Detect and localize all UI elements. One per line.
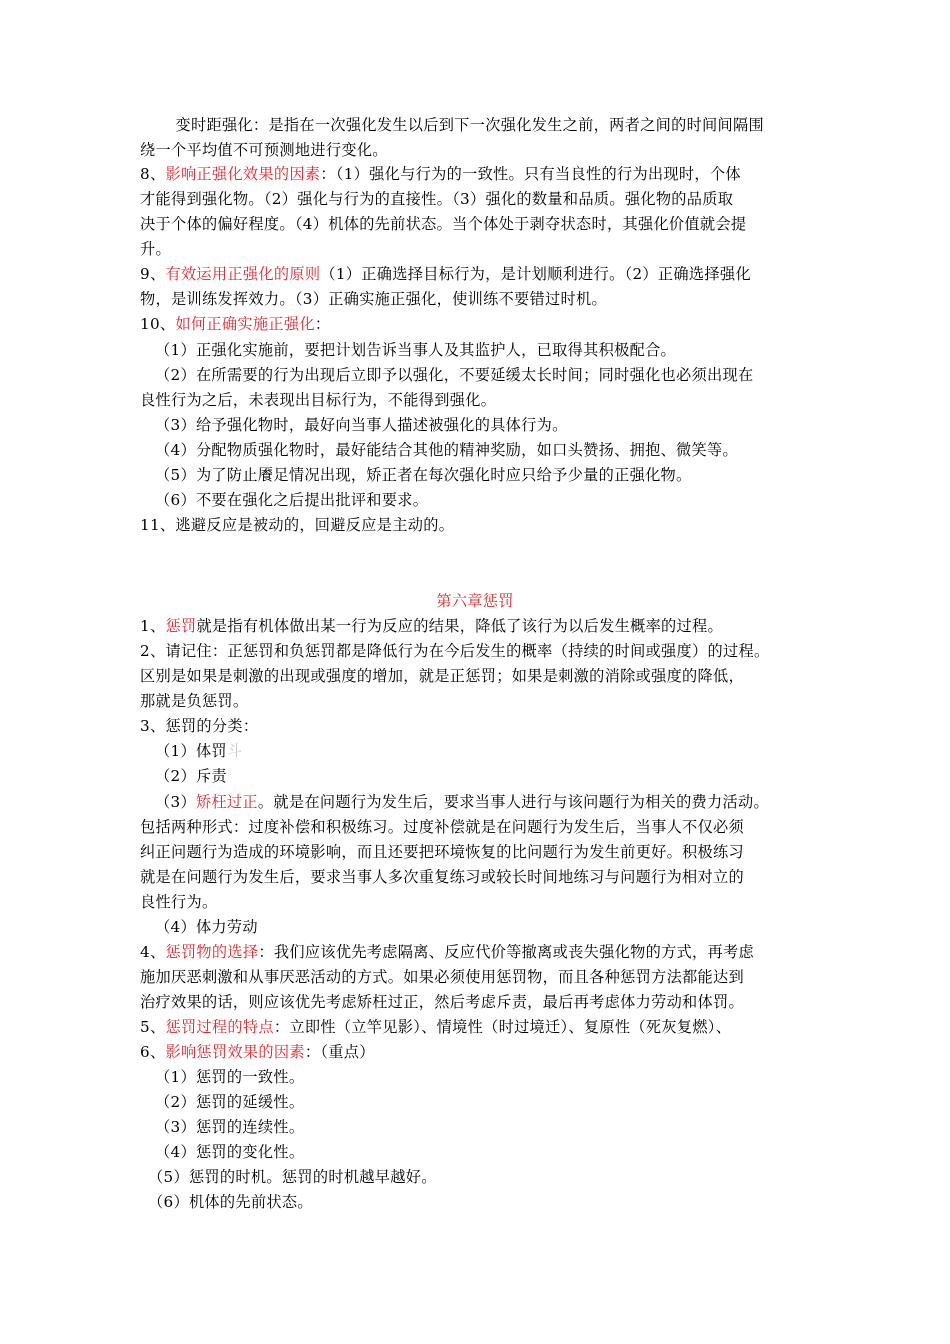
- line-text: 4、: [140, 943, 166, 961]
- line-text: 。就是在问题行为发生后，要求当事人进行与该问题行为相关的费力活动。: [257, 793, 769, 811]
- line-text: ：: [314, 315, 331, 333]
- text-line: [140, 214, 746, 234]
- text-line: [155, 917, 258, 937]
- line-text: 纠正问题行为造成的环境影响，而且还要把环境恢复的比问题行为发生前更好。积极练习: [140, 843, 745, 861]
- line-text: 10、: [140, 315, 176, 333]
- line-text: 1、: [140, 617, 166, 635]
- text-line: [155, 1092, 304, 1112]
- line-text: （1）正强化实施前，要把计划告诉当事人及其监护人，已取得其积极配合。: [155, 341, 677, 359]
- text-line: [140, 716, 258, 736]
- text-line: [140, 691, 248, 711]
- text-line: [140, 140, 388, 160]
- line-text: 9、: [140, 265, 166, 283]
- line-text: （3）给予强化物时，最好向当事人描述被强化的具体行为。: [155, 416, 568, 434]
- line-text: （1）体罚: [155, 742, 227, 760]
- text-line: [140, 842, 744, 862]
- line-text: 就是指有机体做出某一行为反应的结果，降低了该行为以后发生概率的过程。: [196, 617, 724, 635]
- text-line: [155, 465, 692, 485]
- line-text: 那就是负惩罚。: [140, 692, 249, 710]
- line-text: 包括两种形式：过度补偿和积极练习。过度补偿就是在问题行为发生后，当事人不仅必须: [140, 818, 745, 836]
- text-line: [148, 1167, 437, 1187]
- line-text: ：立即性（立竿见影）、情境性（时过境迁）、复原性（死灰复燃）、: [273, 1018, 732, 1036]
- text-line: [140, 164, 741, 184]
- highlighted-term: 影响正强化效果的因素: [165, 165, 321, 183]
- text-line: [155, 415, 568, 435]
- text-line: [160, 115, 764, 135]
- text-line: [140, 1042, 375, 1062]
- highlighted-term: 惩罚物的选择: [165, 943, 259, 961]
- text-line: [155, 1117, 304, 1137]
- text-line: [140, 892, 217, 912]
- line-text: （3）惩罚的连续性。: [155, 1118, 305, 1136]
- highlighted-term: 影响惩罚效果的因素: [165, 1043, 305, 1061]
- line-text: （2）斥责: [155, 767, 227, 785]
- line-text: 良性行为。: [140, 893, 218, 911]
- line-text: 才能得到强化物。（2）强化与行为的直接性。（3）强化的数量和品质。强化物的品质取: [140, 190, 734, 208]
- line-text: 8、: [140, 165, 166, 183]
- line-text: 良性行为之后，未表现出目标行为，不能得到强化。: [140, 391, 497, 409]
- line-text: 变时距强化：是指在一次强化发生以后到下一次强化发生之前，两者之间的时间间隔围: [160, 116, 765, 134]
- line-text: 施加厌恶刺激和从事厌恶活动的方式。如果必须使用惩罚物，而且各种惩罚方法都能达到: [140, 968, 745, 986]
- line-text: 绕一个平均值不可预测地进行变化。: [140, 141, 388, 159]
- line-text: （5）为了防止餍足情况出现，矫正者在每次强化时应只给予少量的正强化物。: [155, 466, 692, 484]
- text-line: [155, 766, 227, 786]
- text-line: [155, 792, 769, 812]
- text-line: [140, 189, 733, 209]
- line-text: （5）惩罚的时机。惩罚的时机越早越好。: [148, 1168, 437, 1186]
- text-line: [140, 817, 744, 837]
- highlighted-term: 如何正确实施正强化: [175, 315, 315, 333]
- line-text: （1）惩罚的一致性。: [155, 1068, 305, 1086]
- text-line: [155, 440, 738, 460]
- line-text: （2）惩罚的延缓性。: [155, 1093, 305, 1111]
- line-text: （6）机体的先前状态。: [148, 1193, 313, 1211]
- text-line: [155, 741, 242, 761]
- line-text: 2、请记住：正惩罚和负惩罚都是降低行为在今后发生的概率（持续的时间或强度）的过程。: [140, 642, 770, 660]
- text-line: [140, 239, 171, 259]
- text-line: [140, 616, 723, 636]
- line-text: 物，是训练发挥效力。（3）正确实施正强化，使训练不要错过时机。: [140, 290, 607, 308]
- text-line: [140, 515, 454, 535]
- text-line: [155, 365, 754, 385]
- line-text: （3）: [155, 793, 196, 811]
- text-line: [140, 992, 744, 1012]
- line-text: 5、: [140, 1018, 166, 1036]
- text-line: [155, 490, 428, 510]
- highlighted-term: 第六章惩罚: [436, 592, 514, 610]
- line-text: 区别是如果是刺激的出现或强度的增加，就是正惩罚；如果是刺激的消除或强度的降低，: [140, 667, 745, 685]
- text-line: [140, 867, 744, 887]
- text-line: [140, 390, 496, 410]
- text-line: [140, 942, 754, 962]
- line-text: 决于个体的偏好程度。（4）机体的先前状态。当个体处于剥夺状态时，其强化价值就会提: [140, 215, 747, 233]
- text-line: [140, 641, 769, 661]
- line-text: （2）在所需要的行为出现后立即予以强化，不要延缓太长时间；同时强化也必须出现在: [155, 366, 754, 384]
- line-text: 11、逃避反应是被动的，回避反应是主动的。: [140, 516, 455, 534]
- highlighted-term: 惩罚过程的特点: [165, 1018, 274, 1036]
- line-text: （4）分配物质强化物时，最好能结合其他的精神奖励，如口头赞扬、拥抱、微笑等。: [155, 441, 738, 459]
- highlighted-term: 矫枉过正: [195, 793, 258, 811]
- text-line: [140, 314, 330, 334]
- chapter-heading: [0, 591, 950, 611]
- text-line: [155, 1067, 304, 1087]
- line-text: （4）惩罚的变化性。: [155, 1143, 305, 1161]
- line-text: ：（1）强化与行为的一致性。只有当良性的行为出现时，个体: [320, 165, 741, 183]
- line-text: 升。: [140, 240, 171, 258]
- line-text: 3、惩罚的分类：: [140, 717, 259, 735]
- text-line: [140, 666, 744, 686]
- text-line: [148, 1192, 313, 1212]
- line-text: ：我们应该优先考虑隔离、反应代价等撤离或丧失强化物的方式，再考虑: [258, 943, 754, 961]
- line-text: （4）体力劳动: [155, 918, 258, 936]
- line-text: （1）正确选择目标行为，是计划顺利进行。（2）正确选择强化: [320, 265, 751, 283]
- line-text: 治疗效果的话，则应该优先考虑矫枉过正，然后考虑斥责，最后再考虑体力劳动和体罚。: [140, 993, 745, 1011]
- text-line: [140, 1017, 731, 1037]
- text-line: [155, 1142, 304, 1162]
- highlighted-term: 有效运用正强化的原则: [165, 265, 321, 283]
- text-line: [140, 264, 751, 284]
- line-text: 6、: [140, 1043, 166, 1061]
- line-text: ：（重点）: [304, 1043, 375, 1061]
- line-text: （6）不要在强化之后提出批评和要求。: [155, 491, 429, 509]
- text-line: [140, 967, 744, 987]
- text-line: [155, 340, 676, 360]
- line-text: 就是在问题行为发生后，要求当事人多次重复练习或较长时间地练习与问题行为相对立的: [140, 868, 745, 886]
- text-line: [140, 289, 607, 309]
- faint-mark: 斗: [226, 742, 243, 760]
- highlighted-term: 惩罚: [165, 617, 197, 635]
